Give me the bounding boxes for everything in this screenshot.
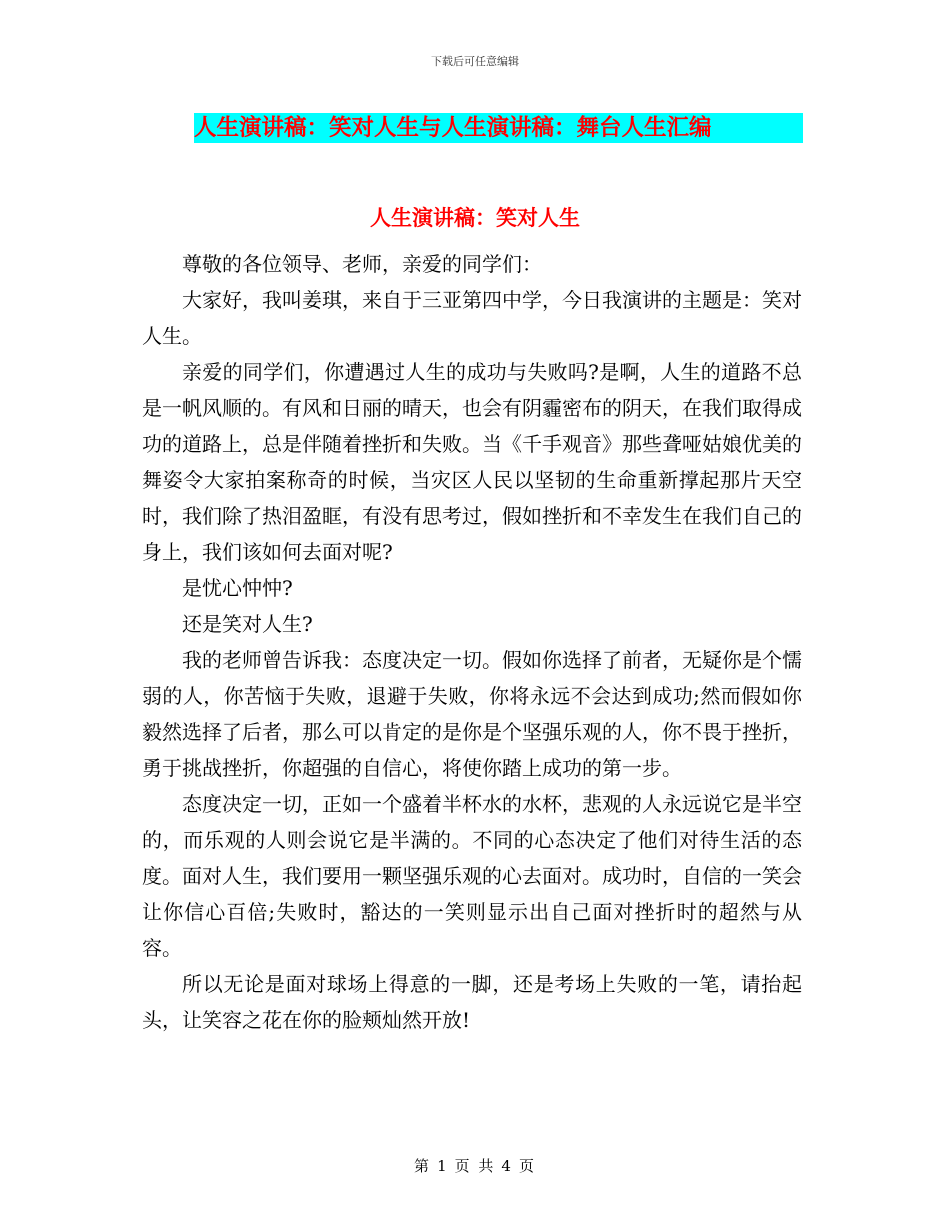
paragraph-half-glass: 态度决定一切，正如一个盛着半杯水的水杯，悲观的人永远说它是半空的，而乐观的人则会说它是半满的。不同的心态决定了他们对待生活的态度。面对人生，我们要用一颗坚强乐观的心去面对。成功时，自信的一笑会让你信心百倍;失败时，豁达的一笑则显示出自己面对挫折时的超然与从容。 xyxy=(142,792,802,960)
paragraph-conclusion: 所以无论是面对球场上得意的一脚，还是考场上失败的一笔，请抬起头，让笑容之花在你的脸颊灿然开放! xyxy=(142,972,802,1032)
header-note: 下载后可任意编辑 xyxy=(431,55,519,68)
paragraph-salutation: 尊敬的各位领导、老师，亲爱的同学们： xyxy=(182,252,542,276)
page-footer xyxy=(0,1155,950,1176)
speech-body xyxy=(142,246,802,1038)
section-title: 人生演讲稿：笑对人生 xyxy=(370,206,580,230)
footer-middle: 页 共 xyxy=(454,1157,496,1175)
paragraph-question-smile: 还是笑对人生? xyxy=(182,612,313,636)
footer-prefix: 第 xyxy=(414,1157,432,1175)
footer-page-number: 1 xyxy=(437,1157,449,1175)
paragraph-attitude: 我的老师曾告诉我：态度决定一切。假如你选择了前者，无疑你是个懦弱的人，你苦恼于失败，退避于失败，你将永远不会达到成功;然而假如你毅然选择了后者，那么可以肯定的是你是个坚强乐观的人，你不畏于挫折，勇于挑战挫折，你超强的自信心，将使你踏上成功的第一步。 xyxy=(142,648,802,780)
paragraph-question-worry: 是忧心忡忡? xyxy=(182,576,293,600)
paragraph-intro: 大家好，我叫姜琪，来自于三亚第四中学，今日我演讲的主题是：笑对人生。 xyxy=(142,288,802,348)
paragraph-success-failure: 亲爱的同学们，你遭遇过人生的成功与失败吗?是啊，人生的道路不总是一帆风顺的。有风和日丽的晴天，也会有阴霾密布的阴天，在我们取得成功的道路上，总是伴随着挫折和失败。当《千手观音》那些聋哑姑娘优美的舞姿令大家拍案称奇的时候，当灾区人民以坚韧的生命重新撑起那片天空时，我们除了热泪盈眶，有没有思考过，假如挫折和不幸发生在我们自己的身上，我们该如何去面对呢? xyxy=(142,360,802,564)
footer-suffix: 页 xyxy=(518,1157,536,1175)
document-title: 人生演讲稿：笑对人生与人生演讲稿：舞台人生汇编 xyxy=(194,113,803,143)
footer-total-pages: 4 xyxy=(501,1157,513,1175)
